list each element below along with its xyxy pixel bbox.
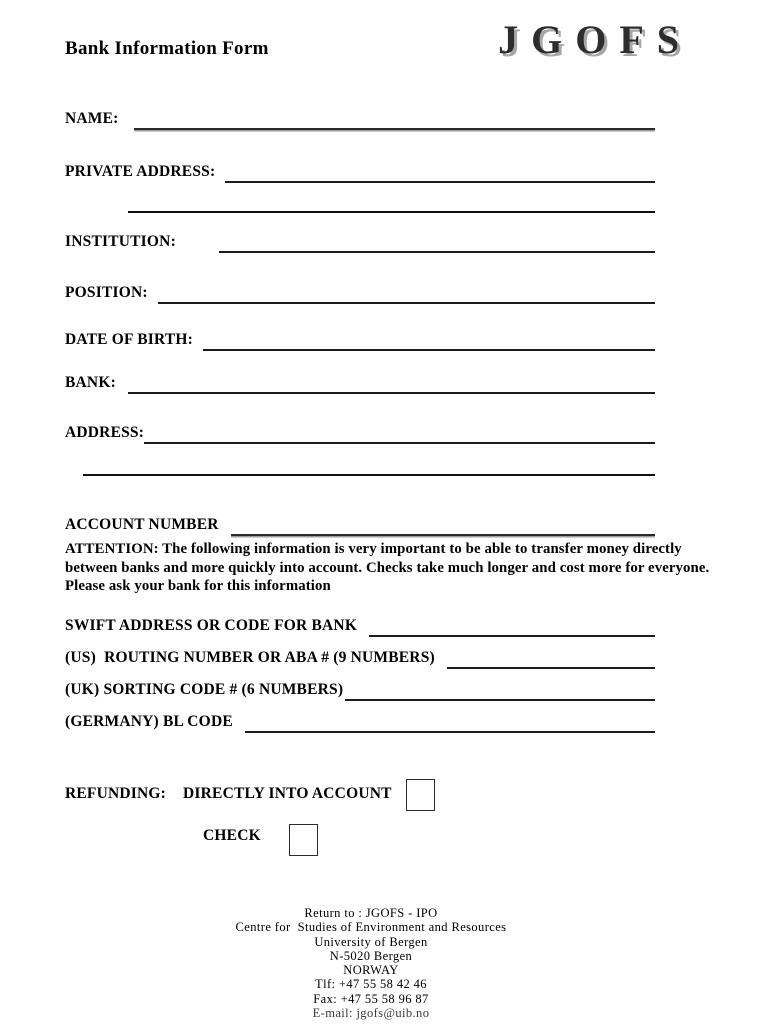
footer-line-postcode: N-5020 Bergen <box>329 948 413 963</box>
directly-into-account-checkbox[interactable] <box>406 779 435 811</box>
name-row <box>65 110 655 127</box>
return-address-block <box>0 906 742 1021</box>
germany-bl-field[interactable] <box>245 731 655 733</box>
refunding-row <box>65 770 655 802</box>
address-label: ADDRESS: <box>65 424 145 441</box>
swift-row <box>65 617 655 634</box>
jgofs-logo: JGOFS <box>498 17 692 62</box>
uk-sorting-row <box>65 681 655 698</box>
form-body <box>65 110 710 844</box>
account-number-field[interactable] <box>231 534 655 536</box>
account-number-label: ACCOUNT NUMBER <box>65 516 219 533</box>
check-label: CHECK <box>203 826 261 844</box>
swift-label: SWIFT ADDRESS OR CODE FOR BANK <box>65 616 358 634</box>
private-address-label: PRIVATE ADDRESS: <box>65 163 216 180</box>
directly-into-account-label: DIRECTLY INTO ACCOUNT <box>183 784 392 802</box>
footer-line-return-to: Return to : JGOFS - IPO <box>304 906 438 920</box>
footer-line-university: University of Bergen <box>314 934 428 949</box>
private-address-row <box>65 163 655 180</box>
us-routing-label: (US) ROUTING NUMBER OR ABA # (9 NUMBERS) <box>65 648 435 666</box>
bank-label: BANK: <box>65 374 116 391</box>
footer-line-fax: Fax: +47 55 58 96 87 <box>313 991 429 1006</box>
attention-note: ATTENTION: The following information is very important to be able to transfer money directly between banks and more quickly into account. Checks take much longer and cost more for everyone. Please ask your bank for this information <box>65 541 710 594</box>
swift-field[interactable] <box>369 635 655 637</box>
germany-bl-label: (GERMANY) BL CODE <box>65 712 233 730</box>
footer-line-country: NORWAY <box>343 963 399 978</box>
footer-line-email-clipped: E-mail: jgofs@uib.no <box>312 1006 430 1021</box>
account-number-row <box>65 516 655 533</box>
address-field-line2[interactable] <box>83 474 655 476</box>
position-label: POSITION: <box>65 284 148 301</box>
private-address-field-line2[interactable] <box>128 211 655 213</box>
germany-bl-row <box>65 713 655 730</box>
bank-row <box>65 374 655 391</box>
check-row <box>65 812 655 844</box>
institution-field[interactable] <box>219 251 655 253</box>
address-row <box>65 424 655 441</box>
date-of-birth-field[interactable] <box>203 349 655 351</box>
name-field[interactable] <box>134 128 655 130</box>
date-of-birth-label: DATE OF BIRTH: <box>65 331 193 348</box>
refunding-label: REFUNDING: <box>65 784 167 802</box>
institution-label: INSTITUTION: <box>65 233 176 250</box>
position-row <box>65 284 655 301</box>
institution-row <box>65 233 655 250</box>
name-label: NAME: <box>65 110 119 127</box>
uk-sorting-field[interactable] <box>345 699 655 701</box>
date-of-birth-row <box>65 331 655 348</box>
uk-sorting-label: (UK) SORTING CODE # (6 NUMBERS) <box>65 680 344 698</box>
address-field[interactable] <box>144 442 655 444</box>
check-checkbox[interactable] <box>289 824 318 856</box>
private-address-field[interactable] <box>225 181 655 183</box>
footer-line-centre: Centre for Studies of Environment and Resources <box>235 920 507 935</box>
bank-field[interactable] <box>128 392 655 394</box>
page-title: Bank Information Form <box>65 38 269 59</box>
us-routing-field[interactable] <box>447 667 655 669</box>
footer-line-phone: Tlf: +47 55 58 42 46 <box>315 977 427 992</box>
position-field[interactable] <box>158 302 655 304</box>
page-header <box>0 0 770 64</box>
us-routing-row <box>65 649 655 666</box>
